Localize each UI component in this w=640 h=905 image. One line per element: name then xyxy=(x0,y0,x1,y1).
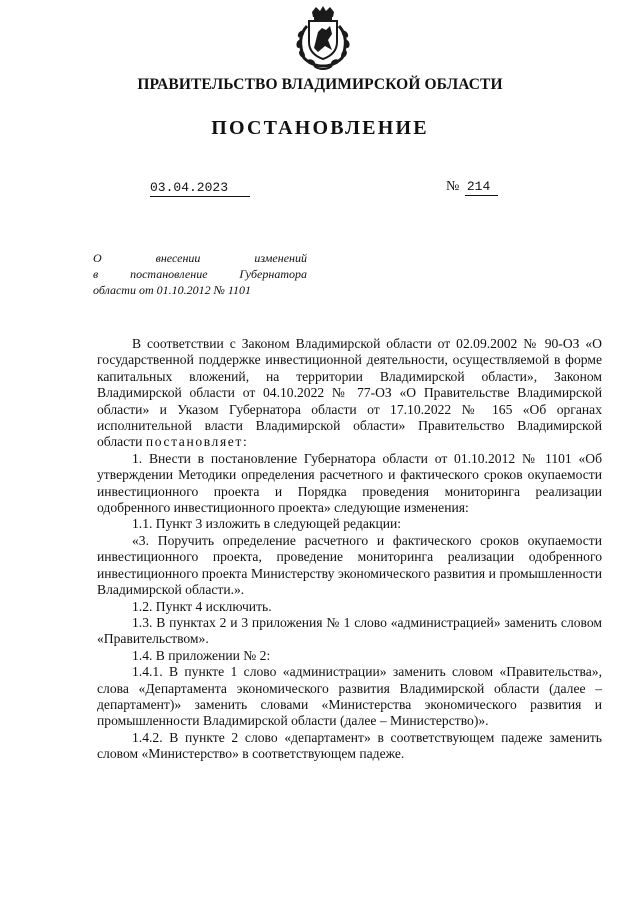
clause-1-1-text: «3. Поручить определение расчетного и фактического сроков окупаемости инвестиционного проекта, проведение мониторинга реализации одобренного инвестиционного проекта Министерству экономического развития и промышленности Владимирской области.». xyxy=(97,532,602,598)
clause-1-3: 1.3. В пунктах 2 и 3 приложения № 1 слово «администрацией» заменить словом «Правительством». xyxy=(97,614,602,647)
subject-line: в постановление Губернатора xyxy=(93,267,307,281)
organization-name: ПРАВИТЕЛЬСТВО ВЛАДИМИРСКОЙ ОБЛАСТИ xyxy=(137,76,503,93)
subject-line: области от 01.10.2012 № 1101 xyxy=(93,283,252,297)
number-value: 214 xyxy=(465,179,498,196)
clause-1-4: 1.4. В приложении № 2: xyxy=(132,647,271,663)
document-number xyxy=(446,179,498,195)
clause-1-4-1: 1.4.1. В пункте 1 слово «администрации» заменить словом «Правительства», слова «Департамента экономического развития Владимирской области (далее – департамент)» заменить словами «Министерства экономического развития и промышленности Владимирской области (далее – Министерство)». xyxy=(97,664,602,729)
document-date: 03.04.2023 xyxy=(150,180,250,197)
preamble-text: В соответствии с Законом Владимирской области от 02.09.2002 № 90-ОЗ «О государственной поддержке инвестиционной деятельности, осуществляемой в форме капитальных вложений, на территории Владимирской области», Законом Владимирской области от 04.10.2022 № 77-ОЗ «О Правительстве Владимирской области» и Указом Губернатора области от 17.10.2022 № 165 «Об органах исполнительной власти Владимирской области» Правительство Владимирской области xyxy=(97,336,602,450)
preamble-paragraph xyxy=(97,336,602,451)
document-subject xyxy=(93,250,307,298)
clause-1: 1. Внести в постановление Губернатора области от 01.10.2012 № 1101 «Об утверждении Методики определения расчетного и фактического сроков окупаемости инвестиционного проекта и Порядка проведения мониторинга реализации одобренного инвестиционного проекта» следующие изменения: xyxy=(97,450,602,516)
subject-line: О внесении изменений xyxy=(93,251,307,265)
document-body xyxy=(97,336,602,763)
clause-1-1: 1.1. Пункт 3 изложить в следующей редакции: xyxy=(132,516,402,532)
number-sign: № xyxy=(446,179,460,194)
resolves-word: постановляет: xyxy=(145,434,249,450)
document-type-title: ПОСТАНОВЛЕНИЕ xyxy=(211,117,429,139)
coat-of-arms-icon xyxy=(292,6,354,72)
clause-1-2: 1.2. Пункт 4 исключить. xyxy=(132,598,272,614)
clause-1-4-2: 1.4.2. В пункте 2 слово «департамент» в соответствующем падеже заменить словом «Министерство» в соответствующем падеже. xyxy=(97,729,602,762)
